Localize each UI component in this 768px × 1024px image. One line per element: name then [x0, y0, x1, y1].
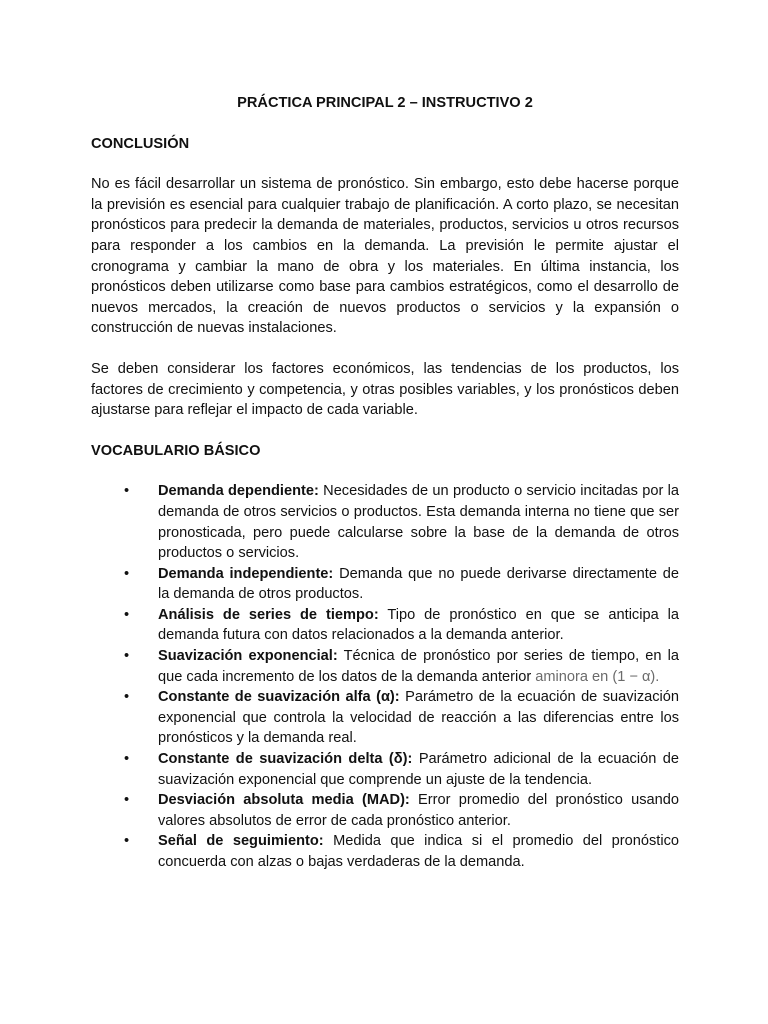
conclusion-heading: CONCLUSIÓN	[91, 135, 190, 152]
vocab-definition: Demanda que no puede derivarse directamente de la demanda de otros productos.	[158, 565, 679, 603]
document-title: PRÁCTICA PRINCIPAL 2 – INSTRUCTIVO 2	[237, 95, 533, 111]
conclusion-paragraph-1: No es fácil desarrollar un sistema de pronóstico. Sin embargo, esto debe hacerse porque la previsión es esencial para cualquier trabajo de planificación. A corto plazo, se necesitan pronósticos para predecir la demanda de materiales, productos, servicios u otros recursos para responder a los cambios en la demanda. La previsión le permite ajustar el cronograma y cambiar la mano de obra y los materiales. En última instancia, los pronósticos deben utilizarse como base para cambios estratégicos, como el desarrollo de nuevos mercados, la creación de nuevos productos o servicios y la expansión o construcción de nuevas instalaciones.	[91, 176, 679, 337]
vocab-item-demanda-independiente	[91, 564, 679, 605]
vocabulary-heading: VOCABULARIO BÁSICO	[91, 442, 261, 459]
vocab-item-mad	[91, 790, 679, 831]
vocab-term: Análisis de series de tiempo:	[158, 606, 379, 623]
vocab-item-demanda-dependiente	[91, 481, 679, 563]
vocab-term: Demanda dependiente:	[158, 483, 319, 500]
vocab-term: Constante de suavización alfa (α):	[158, 689, 400, 706]
document-page	[91, 93, 679, 873]
vocab-term: Señal de seguimiento:	[158, 833, 324, 850]
vocab-definition: Medida que indica si el promedio del pronóstico concuerda con alzas o bajas verdaderas de la demanda.	[158, 833, 680, 870]
vocab-term: Desviación absoluta media (MAD):	[158, 792, 410, 809]
vocab-definition: Tipo de pronóstico en que se anticipa la demanda futura con datos relacionados a la demanda anterior.	[158, 606, 680, 644]
vocab-item-senal-seguimiento	[91, 831, 679, 872]
vocab-definition: Error promedio del pronóstico usando valores absolutos de error de cada pronóstico anterior.	[158, 792, 679, 829]
vocab-definition: Parámetro adicional de la ecuación de suavización exponencial que comprende un ajuste de la tendencia.	[158, 751, 680, 788]
bullet-icon: •	[124, 606, 130, 623]
bullet-icon: •	[124, 483, 130, 500]
bullet-icon: •	[124, 792, 130, 809]
vocab-definition: Técnica de pronóstico por series de tiempo, en la que cada incremento de los datos de la demanda anterior	[158, 648, 679, 685]
vocab-item-constante-alfa	[91, 687, 679, 749]
vocab-term: Constante de suavización delta (δ):	[158, 751, 413, 768]
bullet-icon: •	[124, 689, 130, 706]
vocab-item-analisis-series-tiempo	[91, 605, 679, 646]
vocab-item-constante-delta	[91, 749, 679, 790]
vocabulary-list	[91, 481, 679, 872]
vocab-term: Demanda independiente:	[158, 565, 334, 582]
vocab-definition: Necesidades de un producto o servicio incitadas por la demanda de otros servicios o productos. Esta demanda interna no tiene que ser pronosticada, pero puede calcularse sobre la base de la demanda de otros productos o servicios.	[158, 483, 679, 562]
conclusion-paragraph-2: Se deben considerar los factores económicos, las tendencias de los productos, los factores de crecimiento y competencia, y otras posibles variables, y los pronósticos deben ajustarse para reflejar el impacto de cada variable.	[91, 360, 679, 419]
bullet-icon: •	[124, 751, 130, 768]
bullet-icon: •	[124, 565, 130, 582]
vocab-term: Suavización exponencial:	[158, 648, 338, 665]
vocab-definition: Parámetro de la ecuación de suavización exponencial que controla la velocidad de reacción a las diferencias entre los pronósticos y la demanda real.	[158, 689, 680, 747]
bullet-icon: •	[124, 648, 130, 665]
vocab-definition-tail: aminora en (1 − α).	[535, 668, 660, 685]
vocab-item-suavizacion-exponencial	[91, 646, 679, 687]
bullet-icon: •	[124, 833, 130, 850]
